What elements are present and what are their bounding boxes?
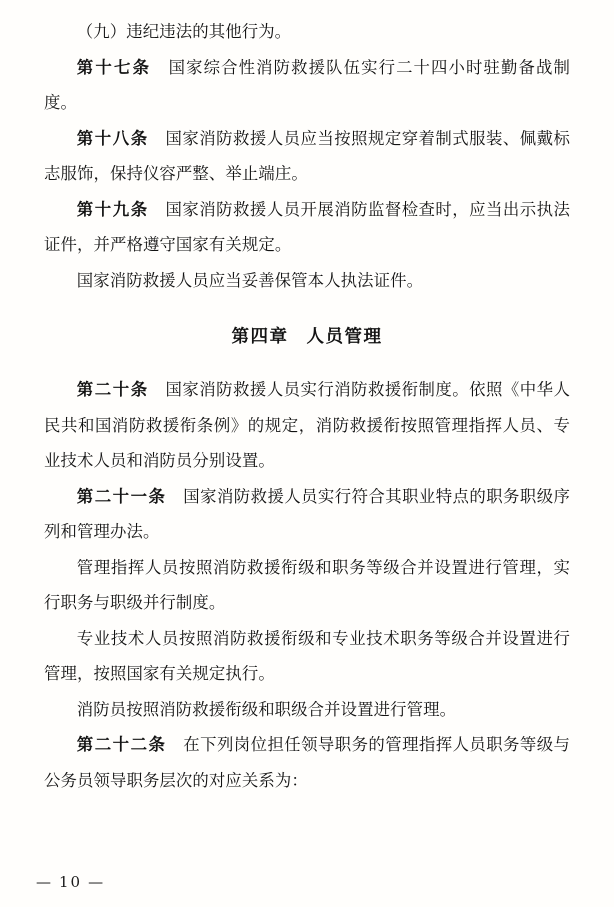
paragraph-item-nine [44,14,570,50]
paragraph-text: 国家消防救援人员应当妥善保管本人执法证件。 [76,270,424,290]
paragraph-article-21-p4 [44,692,570,728]
paragraph-article-21 [44,479,570,550]
paragraph-text: 国家消防救援人员实行符合其职业特点的职务职级序列和管理办法。 [44,486,571,541]
article-label: 第二十一条 [76,486,167,506]
article-label: 第十七条 [76,57,152,77]
article-label: 第二十条 [76,380,149,399]
page-footer [0,873,614,891]
footer-dash-right: — [88,873,106,891]
paragraph-article-17 [44,50,570,121]
article-label: 第十九条 [76,199,149,219]
paragraph-text: 国家综合性消防救援队伍实行二十四小时驻勤备战制度。 [44,57,570,112]
paragraph-text: （九）违纪违法的其他行为。 [76,22,292,41]
paragraph-article-21-p2 [44,550,570,621]
paragraph-article-22 [44,727,570,798]
chapter-heading [44,320,570,354]
paragraph-text: 国家消防救援人员应当按照规定穿着制式服装、佩戴标志服饰，保持仪容严整、举止端庄。 [44,128,570,183]
article-label: 第十八条 [76,128,149,148]
paragraph-text: 专业技术人员按照消防救援衔级和专业技术职务等级合并设置进行管理，按照国家有关规定执行。 [44,628,570,683]
paragraph-text: 国家消防救援人员开展消防监督检查时，应当出示执法证件，并严格遵守国家有关规定。 [44,199,570,254]
footer-dash-left: — [36,873,53,891]
paragraph-article-19 [44,192,570,263]
paragraph-text: 管理指挥人员按照消防救援衔级和职务等级合并设置进行管理，实行职务与职级并行制度。 [44,557,570,612]
paragraph-article-21-p3 [44,621,570,692]
article-label: 第二十二条 [76,735,167,754]
page-number: 10 [59,873,83,891]
paragraph-article-19-p2 [44,263,570,299]
paragraph-article-20 [44,372,570,479]
paragraph-text: 在下列岗位担任领导职务的管理指挥人员职务等级与公务员领导职务层次的对应关系为： [44,735,571,790]
paragraph-text: 消防员按照消防救援衔级和职级合并设置进行管理。 [76,699,457,719]
paragraph-article-18 [44,121,570,192]
chapter-title: 人员管理 [306,327,383,347]
paragraph-text: 国家消防救援人员实行消防救援衔制度。依照《中华人民共和国消防救援衔条例》的规定，消防救援衔按照管理指挥人员、专业技术人员和消防员分别设置。 [44,380,570,470]
chapter-number: 第四章 [231,327,289,347]
